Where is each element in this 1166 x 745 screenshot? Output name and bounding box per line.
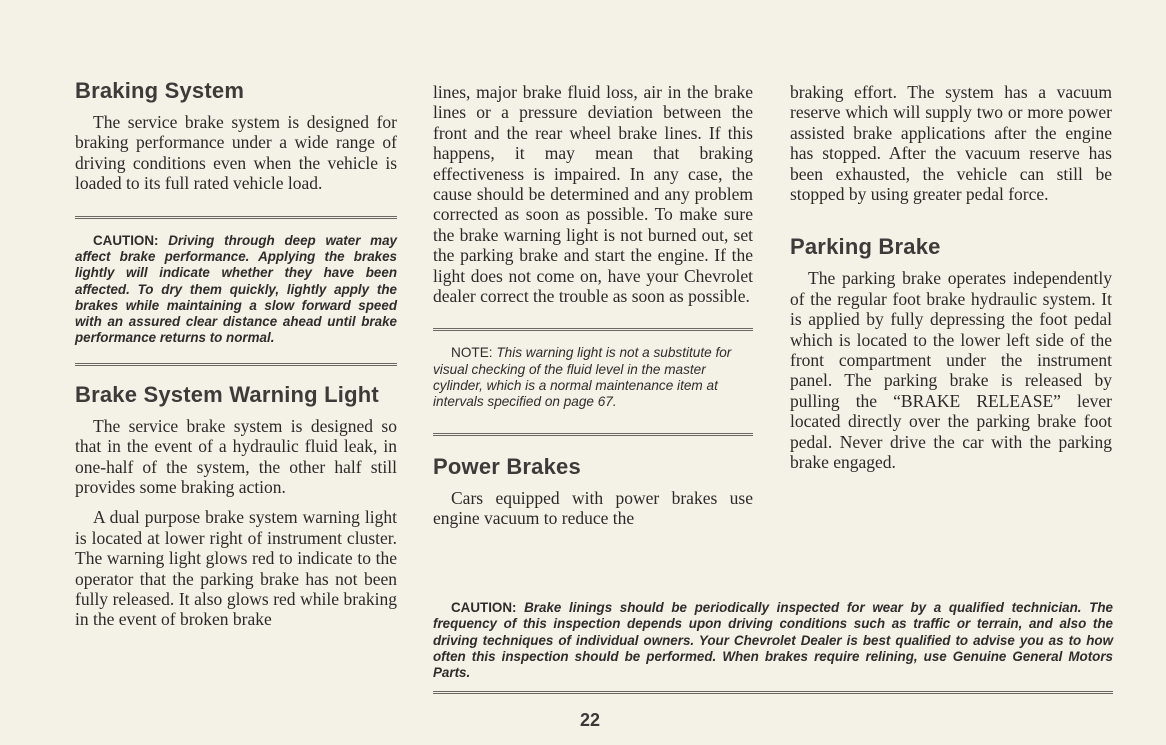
heading-parking-brake: Parking Brake xyxy=(790,234,941,260)
warning-light-paragraph-1: The service brake system is designed so that in the event of a hydraulic fluid leak, in one-half of the system, the other half still provides some braking action. xyxy=(75,415,397,497)
caution-label: CAUTION: xyxy=(451,600,517,615)
braking-system-paragraph: The service brake system is designed for braking performance under a wide range of driving conditions even when the vehicle is loaded to its full rated vehicle load. xyxy=(75,112,397,194)
caution-label: CAUTION: xyxy=(93,232,159,248)
middle-column xyxy=(433,82,753,528)
right-column xyxy=(790,82,1112,473)
lining-caution-box xyxy=(433,600,1113,694)
power-brakes-continued: braking effort. The system has a vacuum reserve which will supply two or more power assisted brake applications after the engine has stopped. After the vacuum reserve has been exhausted, the vehicle can still be stopped by using greater pedal force. xyxy=(790,82,1112,205)
divider xyxy=(433,691,1113,694)
power-brakes-paragraph: Cars equipped with power brakes use engine vacuum to reduce the xyxy=(433,487,753,529)
divider xyxy=(75,216,397,219)
page-number: 22 xyxy=(579,710,601,730)
divider xyxy=(433,328,753,331)
heading-warning-light: Brake System Warning Light xyxy=(75,381,379,407)
divider xyxy=(75,363,397,366)
warning-light-continued: lines, major brake fluid loss, air in the brake lines or a pressure deviation between the front and the rear wheel brake lines. If this happens, it may mean that braking effectiveness is impaired. In any case, the cause should be determined and any problem corrected as soon as possible. To make sure the brake warning light is not burned out, set the parking brake and start the engine. If the light does not come on, have your Chevrolet dealer correct the trouble as soon as possible. xyxy=(433,82,753,307)
parking-brake-paragraph: The parking brake operates independently of the regular foot brake hydraulic system. It is applied by fully depressing the foot pedal which is located to the lower left side of the front compartment under the instrument panel. The parking brake is released by pulling the “BRAKE RELEASE” lever located directly over the parking brake foot pedal. Never drive the car with the parking brake engaged. xyxy=(790,268,1112,473)
note-label: NOTE: xyxy=(451,345,493,361)
warning-light-note xyxy=(433,345,753,410)
lining-caution xyxy=(433,600,1113,681)
caution-text: Driving through deep water may affect brake performance. Applying the brakes lightly will indicate whether they have been affected. To dry them quickly, lightly apply the brakes while maintaining a slow forward speed with an assured clear distance ahead until brake performance returns to normal. xyxy=(75,232,397,346)
heading-power-brakes: Power Brakes xyxy=(433,453,581,479)
caution-text: Brake linings should be periodically inspected for wear by a qualified technician. The frequency of this inspection depends upon driving conditions such as traffic or terrain, and also the driving techniques of individual owners. Your Chevrolet Dealer is best qualified to advise you as to how often this inspection should be performed. When brakes require relining, use Genuine General Motors Parts. xyxy=(433,600,1113,681)
warning-light-paragraph-2: A dual purpose brake system warning light is located at lower right of instrument cluster. The warning light glows red to indicate to the operator that the parking brake has not been fully released. It also glows red while braking in the event of broken brake xyxy=(75,507,397,630)
water-caution xyxy=(75,233,397,347)
divider xyxy=(433,433,753,436)
note-text: This warning light is not a substitute for visual checking of the fluid level in the master cylinder, which is a normal maintenance item at intervals specified on page 67. xyxy=(433,345,732,410)
heading-braking-system: Braking System xyxy=(75,78,245,103)
left-column xyxy=(75,78,397,630)
